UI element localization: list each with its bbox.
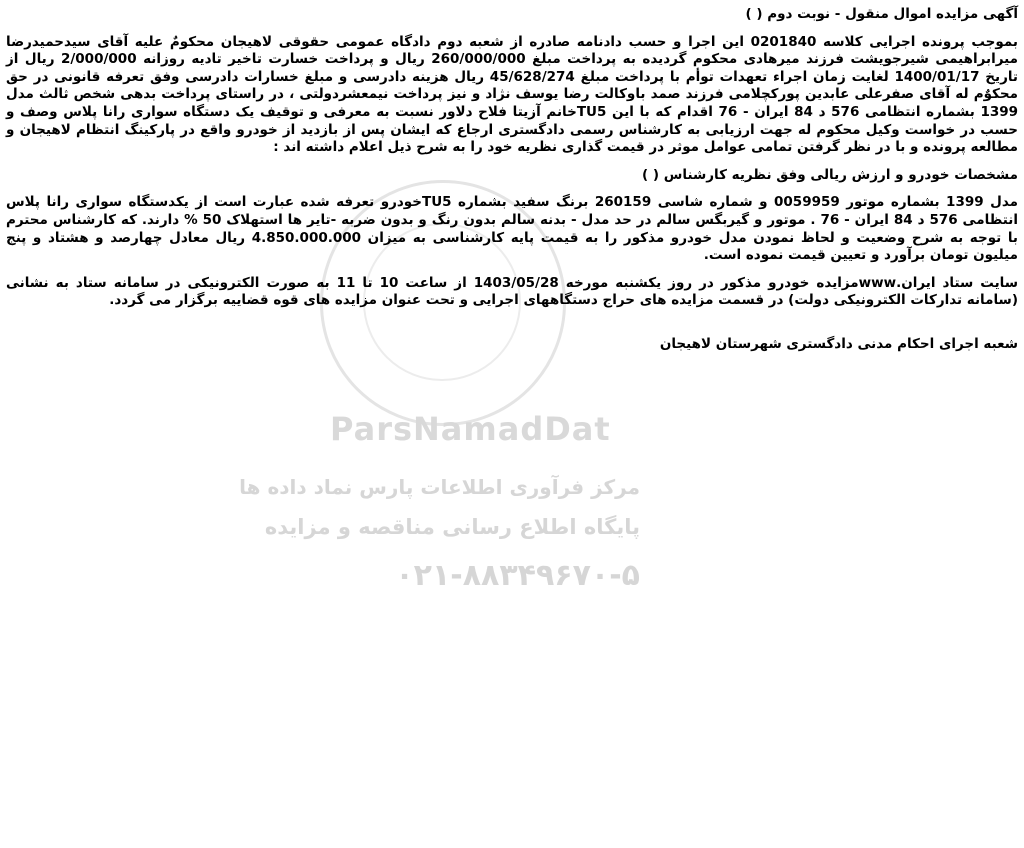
auction-details-paragraph: سایت ستاد ایران.wwwمزایده خودرو مذکور در روز یکشنبه مورخه 1403/05/28 از ساعت 10 تا 11 به صورت الکترونیکی در سامانه ستاد به نشانی (سامانه تدارکات الکترونیکی دولت) در قسمت مزایده های حراج دستگاههای اجرایی و تحت عنوان مزایده های قوه قضاییه برگزار می گردد. [6, 274, 1018, 309]
watermark-phone: ۰۲۱-۸۸۳۴۹۶۷۰-۵ [395, 558, 640, 593]
issuer-signature: شعبه اجرای احکام مدنی دادگستری شهرستان لاهیجان [659, 335, 1018, 352]
notice-title: آگهی مزایده اموال منقول - نوبت دوم ( ) [745, 6, 1018, 22]
vehicle-specs-heading: مشخصات خودرو و ارزش ریالی وفق نظریه کارشناس ( ) [642, 166, 1018, 183]
notice-intro-paragraph: بموجب پرونده اجرایی کلاسه 0201840 این اجرا و حسب دادنامه صادره از شعبه دوم دادگاه عمومی حقوقی لاهیجان محکومٌ علیه آقای سیدحمیدرضا میرابراهیمی شیرجویشت فرزند میرهادی محکوم گردیده به پرداخت مبلغ 260/000/000 ریال و پرداخت خسارت تاخیر تادیه روزانه 2/000/000 ریال از تاریخ 1400/01/17 لغایت زمان اجراء تعهدات توأم با پرداخت مبلغ 45/628/274 ریال هزینه دادرسی و مبلغ خسارات دادرسی وفق تعرفه قانونی در حق محکوٌم له آقای صفرعلی عابدین پورکچلامی فرزند صمد باوکالت رضا یوسف نژاد و نیز پرداخت نیمعشردولتی ، در راستای پرداخت بدهی شخص ثالث مدل 1399 بشماره انتظامی 576 د 84 ایران - 76 اقدام که با این TU5خانم آزیتا فلاح دلاور نسبت به معرفی و توقیف یک دستگاه سواری رانا پلاس وصف و حسب در خواست وکیل محکوم له جهت ارزیابی به کارشناس رسمی دادگستری ارجاع که ایشان پس از بازدید از خودرو واقع در پارکینگ انتظام لاهیجان و مطالعه پرونده و با در نظر گرفتن تمامی عوامل موثر در قیمت گذاری نظریه خود را به شرح ذیل اعلام داشته اند : [6, 33, 1019, 156]
watermark-line-2: پایگاه اطلاع رسانی مناقصه و مزایده [264, 515, 640, 539]
watermark-line-1: مرکز فرآوری اطلاعات پارس نماد داده ها [239, 475, 640, 499]
notice-document [6, 6, 1018, 354]
watermark-brand: ParsNamadDat [330, 410, 611, 448]
vehicle-specs-paragraph: مدل 1399 بشماره موتور 0059959 و شماره شاسی 260159 برنگ سفید بشماره TU5خودرو تعرفه شده عبارت است از یکدستگاه سواری رانا پلاس انتظامی 576 د 84 ایران - 76 . موتور و گیربگس سالم در حد مدل - بدنه سالم بدون رنگ و بدون ضربه -تایر ها استهلاک 50 % دارند. که کارشناس محترم با توجه به شرح وضعیت و لحاظ نمودن مدل خودرو مذکور را به قیمت پایه کارشناسی به میزان 4.850.000.000 ریال معادل چهارصد و هشتاد و پنج میلیون تومان برآورد و تعیین قیمت نموده است. [6, 194, 1018, 264]
